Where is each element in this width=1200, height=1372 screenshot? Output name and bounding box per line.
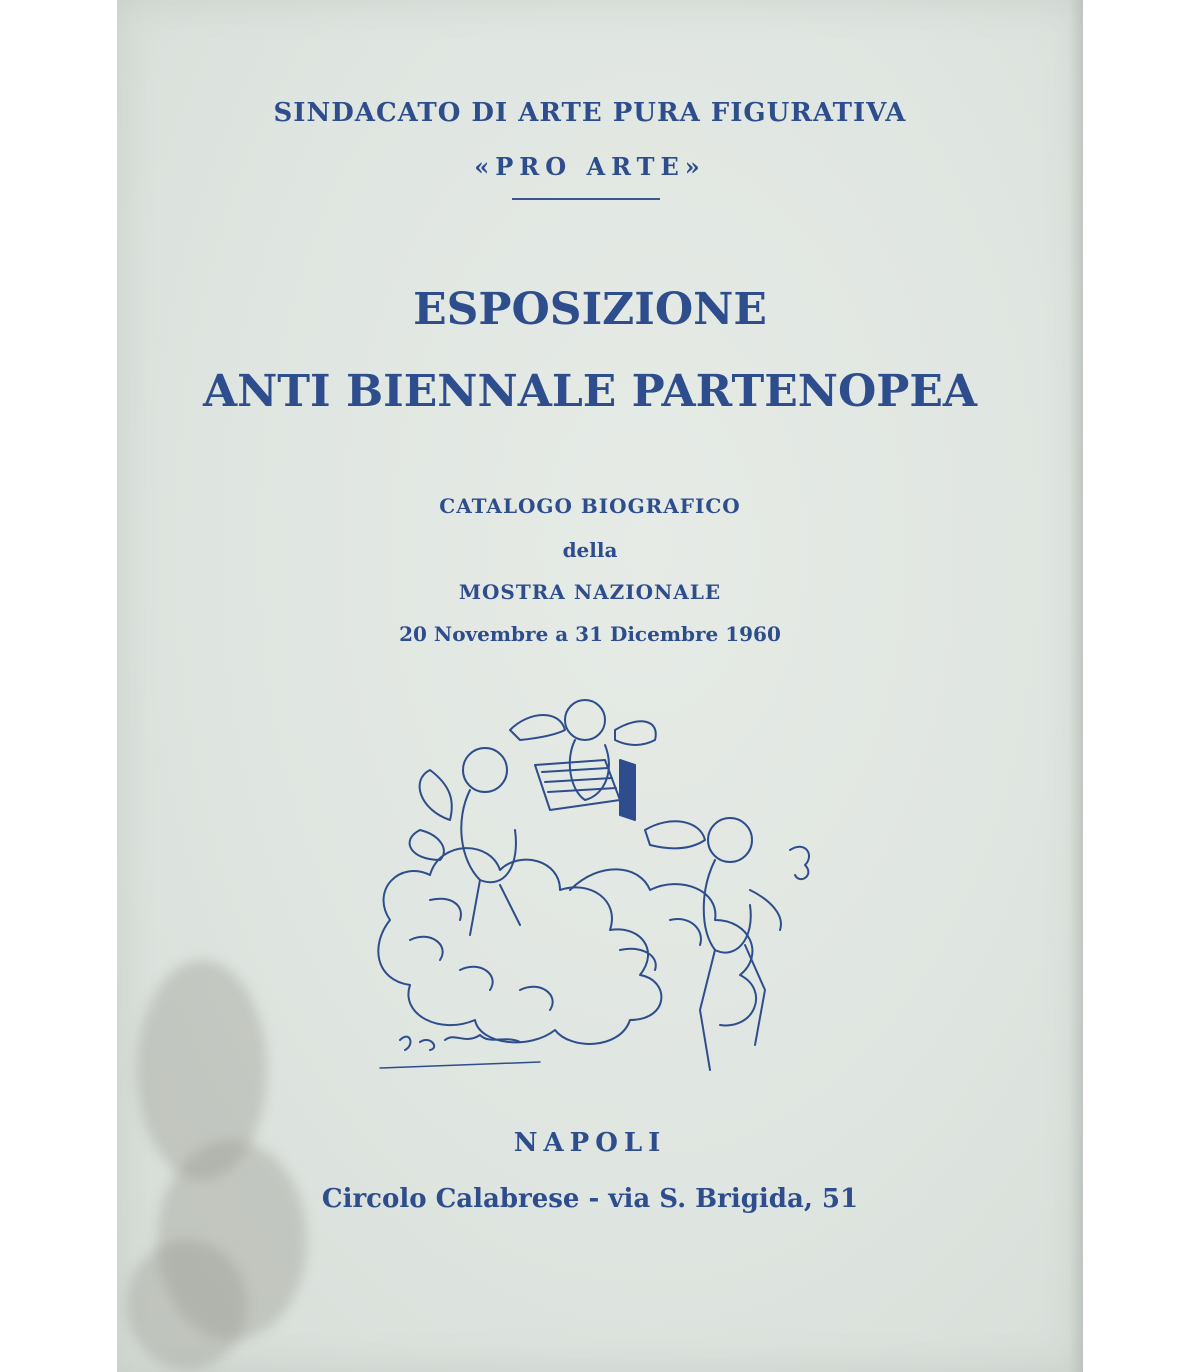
exhibition-dates: 20 Novembre a 31 Dicembre 1960 [399,622,781,646]
divider-rule [512,198,660,200]
organization-name: SINDACATO DI ARTE PURA FIGURATIVA [273,98,907,128]
organization-motto: «PRO ARTE» [474,152,706,181]
cover-edge [1069,0,1083,1372]
catalog-line-1: CATALOGO BIOGRAFICO [439,494,741,518]
title-line-2: ANTI BIENNALE PARTENOPEA [202,366,978,417]
book-cover [117,0,1083,1372]
address: Circolo Calabrese - via S. Brigida, 51 [321,1184,859,1214]
water-stain [127,1240,247,1370]
catalog-line-2: della [562,538,618,562]
city: NAPOLI [513,1128,667,1158]
cherubs-illustration [370,690,840,1110]
catalog-line-3: MOSTRA NAZIONALE [458,580,722,604]
title-line-1: ESPOSIZIONE [413,284,767,335]
